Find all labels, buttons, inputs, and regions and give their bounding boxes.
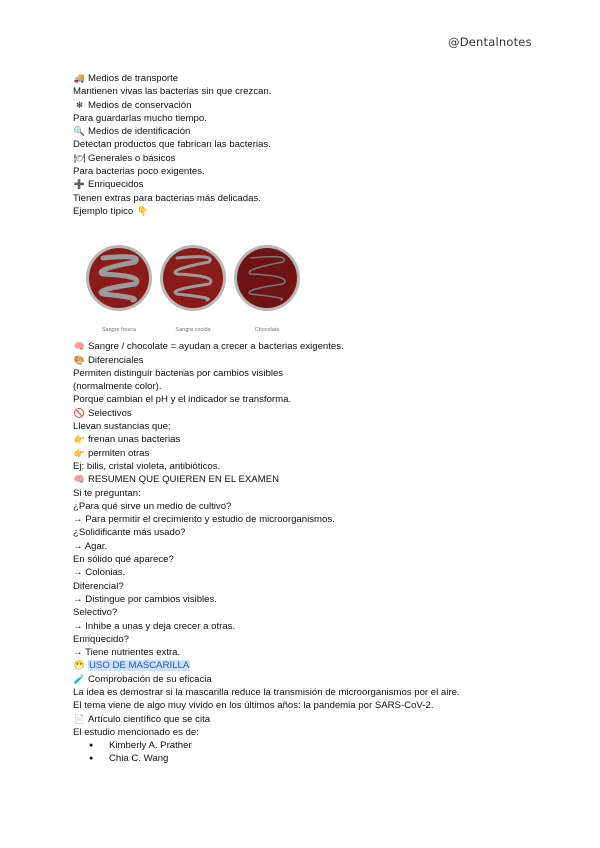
text-line <box>73 686 543 699</box>
line-text: La idea es demostrar si la mascarilla reduce la transmisión de microorganismos por el aire. <box>73 686 460 698</box>
line-text: Ej: bilis, cristal violeta, antibióticos. <box>73 460 221 472</box>
brand-handle: @Dentalnotes <box>448 35 532 49</box>
dish-caption: Sangre fresca <box>101 327 137 334</box>
line-text: Sangre / chocolate = ayudan a crecer a bacterias exigentes. <box>88 341 344 353</box>
line-text: (normalmente color). <box>73 381 162 393</box>
heading-line <box>73 152 543 165</box>
magnifier-icon: 🔍 <box>73 126 86 137</box>
line-text: Generales o básicos <box>88 152 176 164</box>
text-line <box>73 367 543 380</box>
line-text: → Agar. <box>73 540 108 552</box>
text-line <box>73 699 543 712</box>
text-line <box>73 112 543 125</box>
text-line <box>73 165 543 178</box>
heading-line <box>73 673 543 686</box>
line-text: Tienen extras para bacterias más delicadas. <box>73 192 261 204</box>
line-text: Selectivo? <box>73 607 118 619</box>
text-line <box>73 138 543 151</box>
line-text: Medios de transporte <box>88 73 179 84</box>
line-text: Permiten distinguir bacterias por cambios visibles <box>73 367 284 379</box>
petri-dish-figure <box>73 222 543 340</box>
line-text: Para bacterias poco exigentes. <box>73 166 205 178</box>
truck-icon: 🚚 <box>73 73 86 83</box>
line-text: Medios de identificación <box>88 126 191 138</box>
line-text: Detectan productos que fabrican las bacterias. <box>73 139 271 151</box>
line-text: → Colonias. <box>73 567 126 579</box>
petri-dishes-image <box>79 244 309 336</box>
mask-face-icon: 😷 <box>73 660 86 671</box>
line-text: Selectivos <box>88 407 132 419</box>
heading-line <box>73 72 543 85</box>
text-line <box>73 192 543 205</box>
line-text: Diferencial? <box>73 580 124 592</box>
line-text: En sólido qué aparece? <box>73 554 174 566</box>
text-line <box>73 620 543 633</box>
heading-line <box>73 659 543 672</box>
heading-line <box>73 340 543 353</box>
text-line <box>73 487 543 500</box>
text-line <box>73 593 543 606</box>
line-text: Diferenciales <box>88 354 144 366</box>
line-text: Comprobación de su eficacia <box>88 673 212 685</box>
line-text: Si te preguntan: <box>73 487 141 499</box>
heading-line <box>73 125 543 138</box>
line-text: Medios de conservación <box>88 99 192 111</box>
heading-line <box>73 473 543 486</box>
line-text: Porque cambian el pH y el indicador se transforma. <box>73 394 292 406</box>
snowflake-icon: ❄ <box>75 99 84 110</box>
dish-caption: Chocolate <box>254 327 280 334</box>
text-line <box>73 540 543 553</box>
text-line <box>73 646 543 659</box>
text-line <box>73 526 543 539</box>
line-text: → Inhibe a unas y deja crecer a otras. <box>73 620 236 632</box>
heading-line <box>73 354 543 367</box>
line-text: → Para permitir el crecimiento y estudio de microorganismos. <box>73 514 335 526</box>
line-text: Enriquecidos <box>88 179 144 191</box>
line-text: frenan unas bacterias <box>88 434 181 446</box>
text-line <box>73 205 543 218</box>
line-text: El estudio mencionado es de: <box>73 726 199 738</box>
heading-line <box>73 433 543 446</box>
text-line <box>73 460 543 473</box>
text-line <box>73 606 543 619</box>
line-text: ¿Solidificante más usado? <box>73 527 186 539</box>
text-line <box>73 553 543 566</box>
line-text: Llevan sustancias que: <box>73 421 171 433</box>
line-text: permiten otras <box>88 447 150 459</box>
culture-media-types <box>73 72 543 218</box>
line-text: → Tiene nutrientes extra. <box>73 647 181 659</box>
author-list <box>73 739 543 766</box>
plate-cutlery-icon: 🍽 <box>73 152 86 163</box>
dish-caption: Sangre cocida <box>175 327 211 334</box>
line-text: Para guardarlas mucho tiempo. <box>73 112 207 124</box>
heading-line <box>73 447 543 460</box>
text-line <box>73 633 543 646</box>
text-line <box>73 393 543 406</box>
text-line <box>73 85 543 98</box>
text-line <box>73 500 543 513</box>
text-line <box>73 380 543 393</box>
heading-line <box>73 178 543 191</box>
text-line <box>73 420 543 433</box>
line-text: Enriquecido? <box>73 633 130 645</box>
palette-icon: 🎨 <box>73 354 86 365</box>
author-item: ● Kimberly A. Prather <box>89 739 543 752</box>
brain-icon: 🧠 <box>73 474 86 485</box>
text-line <box>73 726 543 739</box>
heading-line <box>73 713 543 726</box>
heading-line <box>73 99 543 112</box>
line-text: ¿Para qué sirve un medio de cultivo? <box>73 500 232 512</box>
prohibited-icon: 🚫 <box>73 407 86 418</box>
text-line <box>73 566 543 579</box>
line-text: El tema viene de algo muy vivido en los últimos años: la pandemia por SARS-CoV-2. <box>73 700 434 712</box>
line-text: RESUMEN QUE QUIEREN EN EL EXAMEN <box>88 474 280 486</box>
petri-dish <box>160 245 226 333</box>
line-text: Artículo científico que se cita <box>88 713 211 725</box>
text-line <box>73 580 543 593</box>
petri-dish <box>234 245 300 333</box>
pointing-right-icon: 👉 <box>73 434 86 445</box>
test-tube-icon: 🧪 <box>73 673 86 684</box>
plus-icon: ➕ <box>73 179 86 190</box>
pointing-right-icon: 👉 <box>73 447 86 458</box>
document-icon: 📄 <box>73 713 86 724</box>
line-text: Mantienen vivas las bacterias sin que crezcan. <box>73 86 272 98</box>
line-text: Ejemplo típico <box>73 205 134 217</box>
document-body <box>73 72 543 766</box>
text-line <box>73 513 543 526</box>
author-item: ● Chia C. Wang <box>89 752 543 765</box>
line-text: USO DE MASCARILLA <box>89 660 190 672</box>
pointing-down-icon: 👇 <box>137 205 149 216</box>
heading-line <box>73 407 543 420</box>
brain-icon: 🧠 <box>73 341 86 352</box>
media-summary <box>73 340 543 739</box>
line-text: → Distingue por cambios visibles. <box>73 593 217 605</box>
petri-dish <box>86 245 152 333</box>
